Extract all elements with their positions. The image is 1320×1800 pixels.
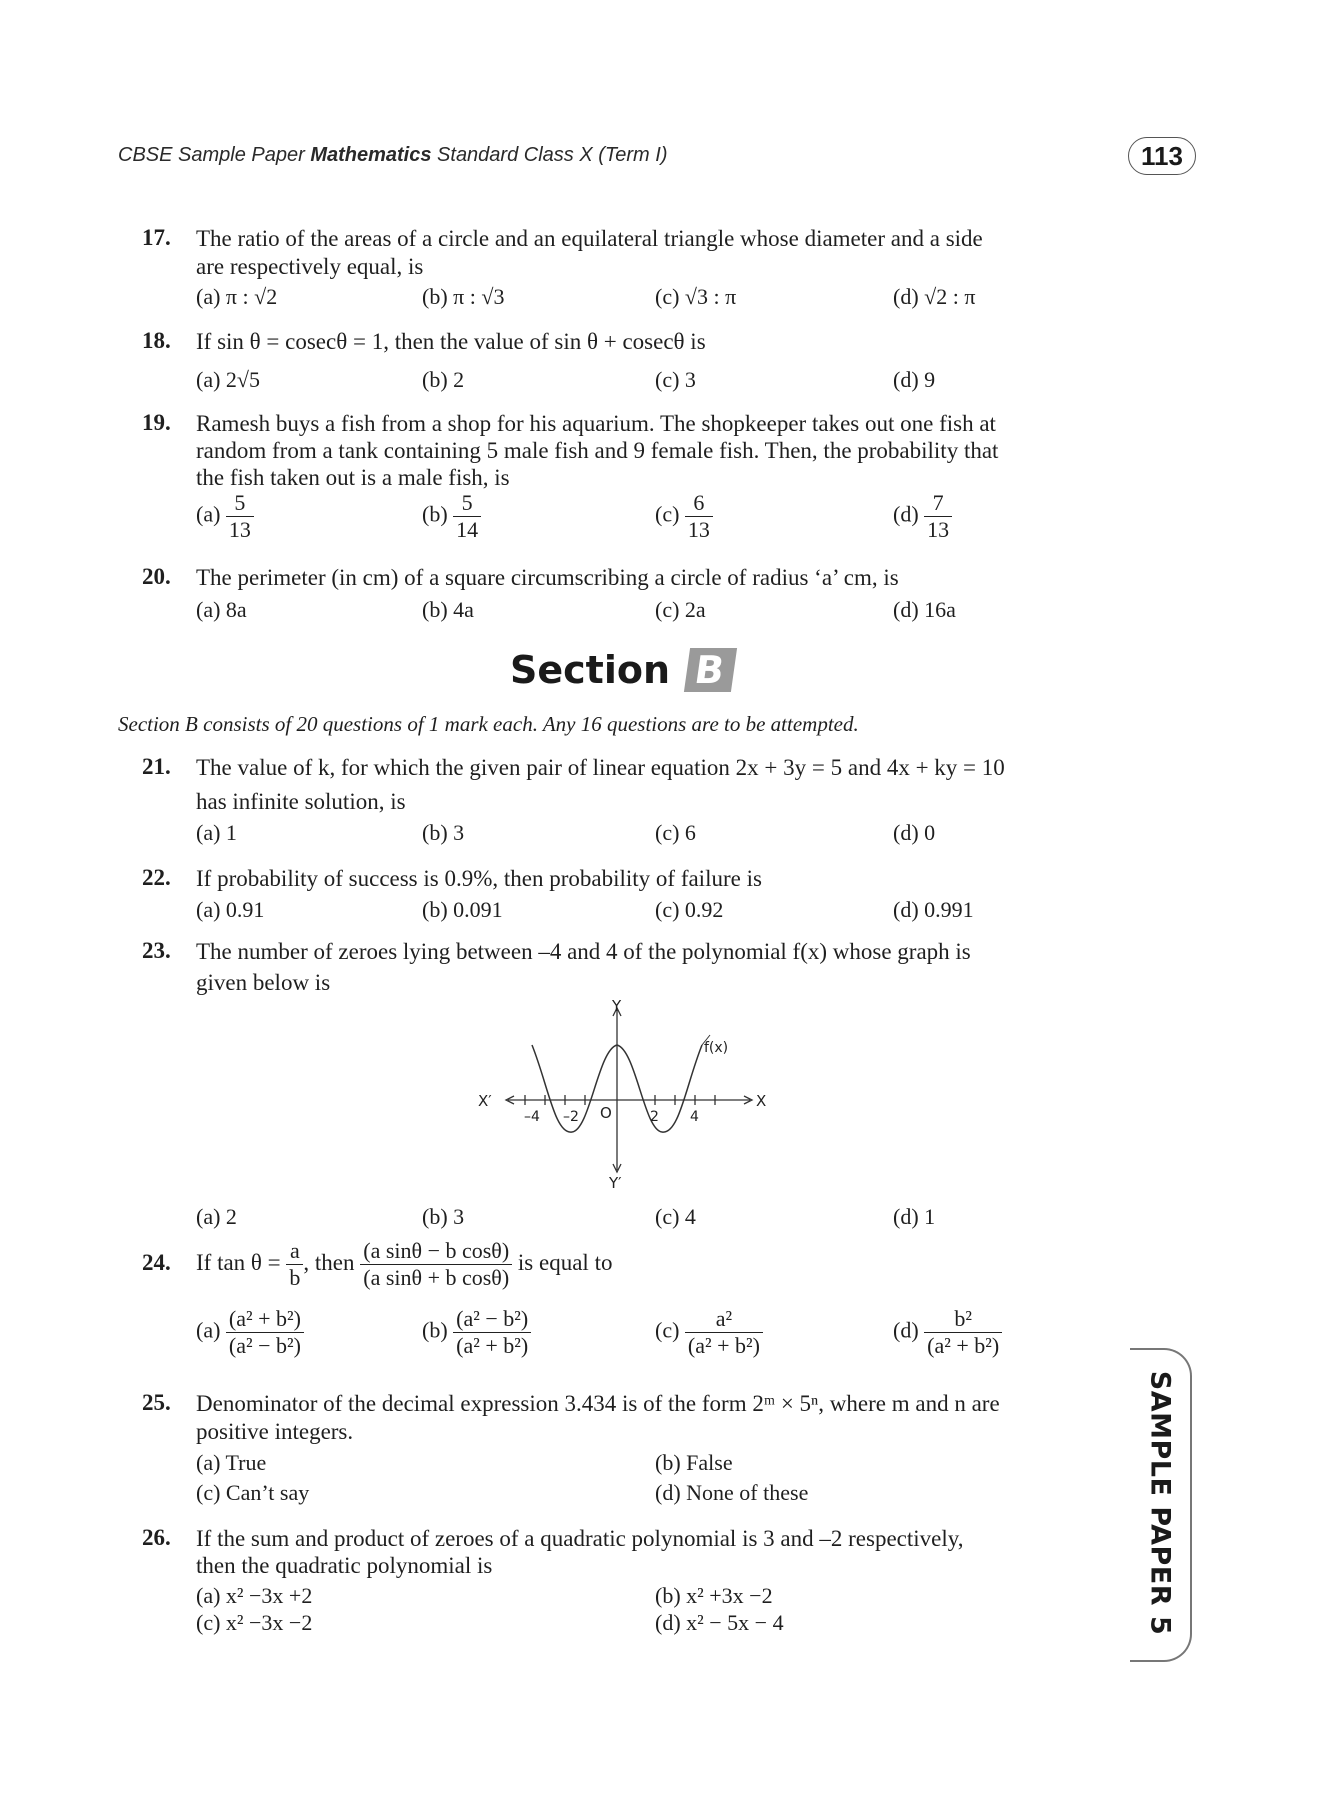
tick-label: 4 <box>690 1109 699 1125</box>
option-label: (b) <box>422 1317 448 1343</box>
x-label: X <box>756 1092 767 1110</box>
tick-label: –2 <box>563 1109 579 1125</box>
question-number: 21. <box>142 754 171 779</box>
denominator: 14 <box>456 517 479 542</box>
question-text: the fish taken out is a male fish, is <box>196 465 510 490</box>
option-b: (b) 3 <box>422 1204 465 1229</box>
question-text: The perimeter (in cm) of a square circumscribing a circle of radius ‘a’ cm, is <box>196 565 899 590</box>
fraction <box>360 1238 512 1291</box>
question-text: random from a tank containing 5 male fish and 9 female fish. Then, the probability that <box>196 438 999 463</box>
option-label: (a) <box>196 1317 221 1343</box>
numerator: (a² − b²) <box>453 1306 531 1333</box>
option-b: (b) 4a <box>422 597 474 622</box>
question-text: has infinite solution, is <box>196 789 406 814</box>
running-header <box>118 144 668 167</box>
denominator: (a sinθ + b cosθ) <box>363 1265 510 1290</box>
header-suffix: Standard Class X (Term I) <box>431 144 668 166</box>
fraction <box>924 1306 1002 1359</box>
option-b: (b) 2 <box>422 367 465 392</box>
option-d: (d) 9 <box>893 367 936 392</box>
denominator: 13 <box>687 517 710 542</box>
option-d: (d) 0 <box>893 820 936 845</box>
option-a <box>196 1306 304 1359</box>
question-text: The value of k, for which the given pair of linear equation 2x + 3y = 5 and 4x + ky = 10 <box>196 755 1005 780</box>
numerator: b² <box>924 1306 1002 1333</box>
fraction <box>453 490 481 543</box>
option-d: (d) 1 <box>893 1204 936 1229</box>
fraction <box>286 1238 303 1291</box>
option-d: (d) √2 : π <box>893 284 976 309</box>
option-label: (d) <box>893 1317 919 1343</box>
fraction <box>685 490 713 543</box>
question-number: 22. <box>142 865 171 890</box>
option-d: (d) None of these <box>655 1480 809 1505</box>
question-text: Denominator of the decimal expression 3.434 is of the form 2ᵐ × 5ⁿ, where m and n are <box>196 1391 1000 1416</box>
fraction <box>226 490 254 543</box>
question-number: 17. <box>142 225 171 250</box>
option-a: (a) 2√5 <box>196 367 260 392</box>
q24-post: is equal to <box>517 1249 613 1275</box>
option-a: (a) True <box>196 1450 267 1475</box>
origin-label: O <box>600 1104 612 1122</box>
question-number: 26. <box>142 1525 171 1550</box>
option-a: (a) x² −3x +2 <box>196 1583 313 1608</box>
tick-label: 2 <box>650 1109 659 1125</box>
option-a: (a) 8a <box>196 597 247 622</box>
option-c: (c) 3 <box>655 367 696 392</box>
question-text <box>196 1238 612 1291</box>
option-b: (b) x² +3x −2 <box>655 1583 773 1608</box>
option-c: (c) 6 <box>655 820 696 845</box>
option-d: (d) 0.991 <box>893 897 974 922</box>
numerator: (a sinθ − b cosθ) <box>360 1238 512 1265</box>
question-number: 20. <box>142 564 171 589</box>
curve-label: f(x) <box>704 1040 729 1056</box>
numerator: a <box>286 1238 303 1265</box>
option-d: (d) 16a <box>893 597 956 622</box>
question-text: If sin θ = cosecθ = 1, then the value of sin θ + cosecθ is <box>196 329 706 354</box>
question-number: 19. <box>142 410 171 435</box>
question-number: 25. <box>142 1390 171 1415</box>
q24-mid: , then <box>303 1249 355 1275</box>
option-label: (b) <box>422 501 448 527</box>
fraction <box>453 1306 531 1359</box>
side-tab-label: SAMPLE PAPER 5 <box>1144 1370 1176 1636</box>
option-b: (b) 0.091 <box>422 897 503 922</box>
denominator: (a² + b²) <box>927 1333 1000 1358</box>
polynomial-graph <box>460 990 780 1190</box>
numerator: 5 <box>453 490 481 517</box>
question-text: If probability of success is 0.9%, then probability of failure is <box>196 866 762 891</box>
option-label: (a) <box>196 501 221 527</box>
question-text: The number of zeroes lying between –4 and 4 of the polynomial f(x) whose graph is <box>196 939 971 964</box>
option-c: (c) x² −3x −2 <box>196 1610 313 1635</box>
question-number: 24. <box>142 1250 171 1275</box>
option-c: (c) √3 : π <box>655 284 737 309</box>
option-a: (a) 1 <box>196 820 237 845</box>
page-number: 113 <box>1128 137 1196 175</box>
option-c <box>655 490 713 543</box>
numerator: (a² + b²) <box>226 1306 304 1333</box>
section-heading <box>510 648 734 692</box>
option-label: (d) <box>893 501 919 527</box>
question-text: If the sum and product of zeroes of a quadratic polynomial is 3 and –2 respectively, <box>196 1526 964 1551</box>
denominator: 13 <box>228 517 251 542</box>
question-text: Ramesh buys a fish from a shop for his aquarium. The shopkeeper takes out one fish at <box>196 411 996 436</box>
option-c: (c) 0.92 <box>655 897 724 922</box>
option-b <box>422 490 481 543</box>
option-label: (c) <box>655 501 680 527</box>
fraction <box>685 1306 763 1359</box>
question-text: positive integers. <box>196 1419 354 1444</box>
fraction <box>226 1306 304 1359</box>
question-text: are respectively equal, is <box>196 254 424 279</box>
question-text: given below is <box>196 970 331 995</box>
option-c: (c) 4 <box>655 1204 696 1229</box>
numerator: 5 <box>226 490 254 517</box>
option-b <box>422 1306 531 1359</box>
denominator: (a² + b²) <box>456 1333 529 1358</box>
denominator: 13 <box>927 517 950 542</box>
option-label: (c) <box>655 1317 680 1343</box>
numerator: 6 <box>685 490 713 517</box>
question-text: then the quadratic polynomial is <box>196 1553 493 1578</box>
option-a <box>196 490 254 543</box>
denominator: (a² + b²) <box>687 1333 760 1358</box>
section-letter-badge: B <box>684 648 737 692</box>
question-text: The ratio of the areas of a circle and an equilateral triangle whose diameter and a side <box>196 226 983 251</box>
option-d <box>893 490 952 543</box>
section-instructions: Section B consists of 20 questions of 1 mark each. Any 16 questions are to be attempted. <box>118 712 859 736</box>
q24-pre: If tan θ = <box>196 1249 281 1275</box>
option-b: (b) False <box>655 1450 733 1475</box>
option-b: (b) π : √3 <box>422 284 505 309</box>
option-b: (b) 3 <box>422 820 465 845</box>
denominator: b <box>289 1265 301 1290</box>
option-c <box>655 1306 763 1359</box>
option-c: (c) Can’t say <box>196 1480 310 1505</box>
option-c: (c) 2a <box>655 597 706 622</box>
header-subject: Mathematics <box>310 144 432 166</box>
option-a: (a) π : √2 <box>196 284 278 309</box>
x-neg-label: X′ <box>478 1092 492 1110</box>
question-number: 23. <box>142 938 171 963</box>
section-word: Section <box>510 648 671 692</box>
option-a: (a) 0.91 <box>196 897 265 922</box>
y-neg-label: Y′ <box>609 1174 622 1190</box>
numerator: a² <box>685 1306 763 1333</box>
fraction <box>924 490 952 543</box>
option-a: (a) 2 <box>196 1204 237 1229</box>
option-d <box>893 1306 1002 1359</box>
y-label: Y <box>612 997 622 1015</box>
question-number: 18. <box>142 328 171 353</box>
tick-label: –4 <box>524 1109 540 1125</box>
header-prefix: CBSE Sample Paper <box>118 144 311 166</box>
option-d: (d) x² − 5x − 4 <box>655 1610 784 1635</box>
denominator: (a² − b²) <box>228 1333 301 1358</box>
numerator: 7 <box>924 490 952 517</box>
